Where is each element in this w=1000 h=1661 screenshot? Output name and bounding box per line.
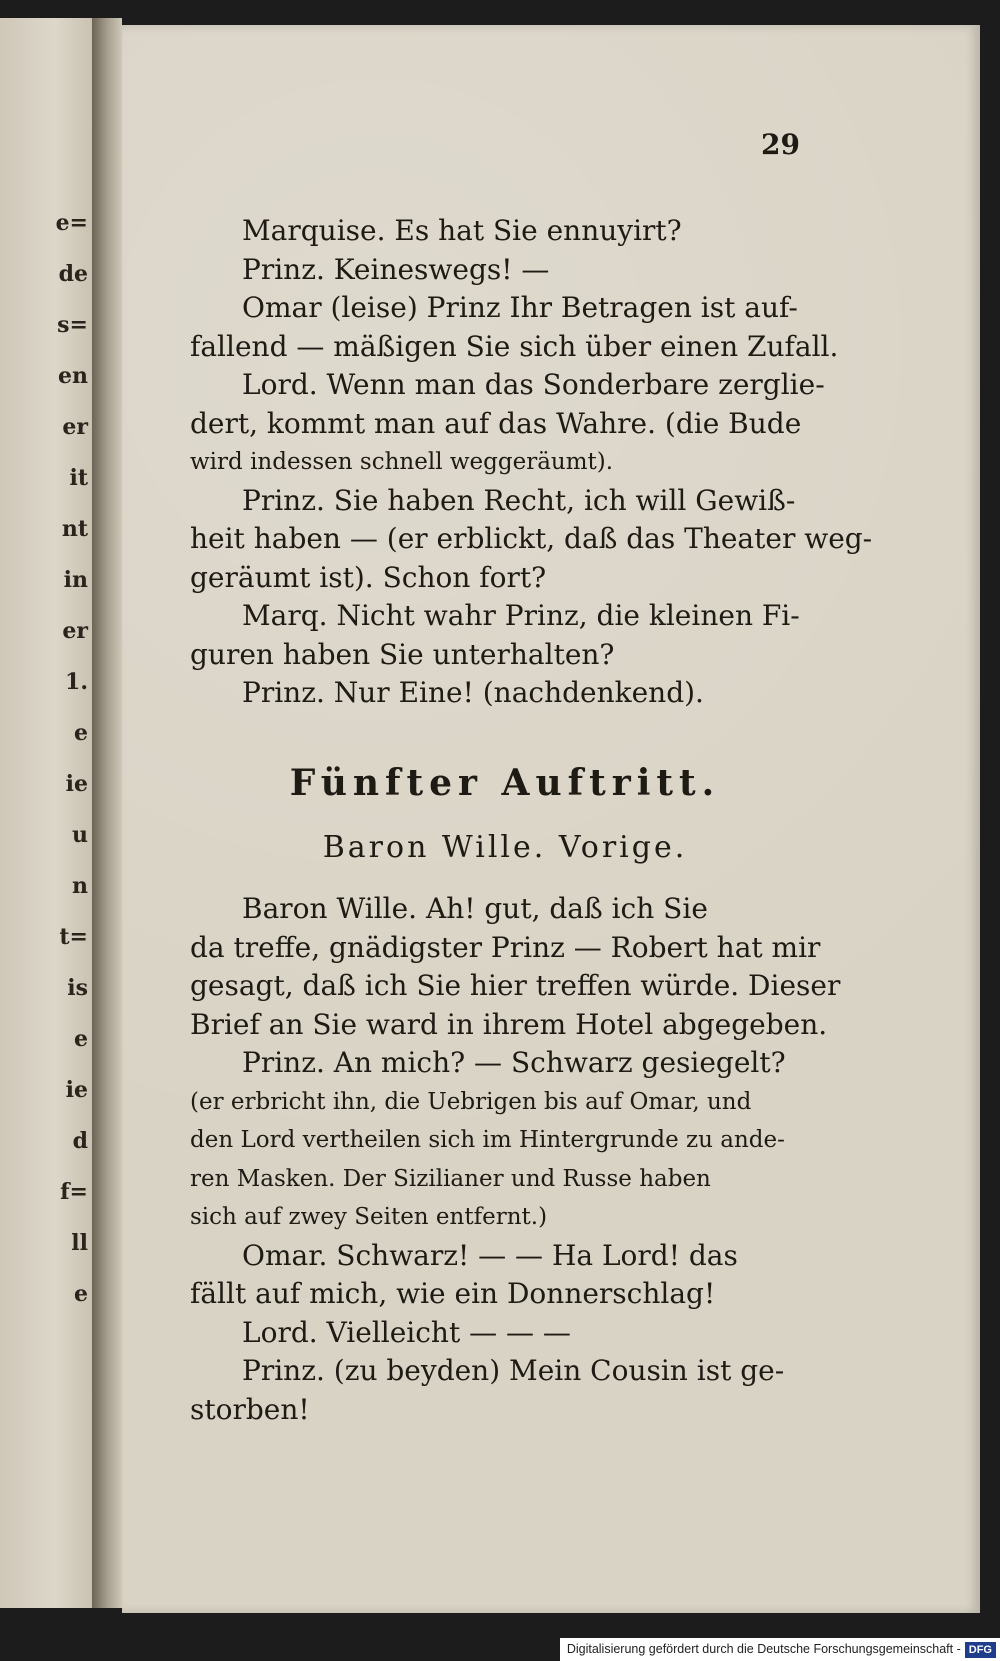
text-line: Omar (leise) Prinz Ihr Betragen ist auf-: [242, 291, 798, 324]
scene-heading: Fünfter Auftritt.: [289, 762, 721, 804]
text-line: Baron Wille. Ah! gut, daß ich Sie: [242, 892, 708, 925]
page-number: 29: [761, 128, 800, 161]
left-page-fragment: t=: [59, 924, 88, 950]
text-line: storben!: [190, 1392, 310, 1426]
left-page-fragment: de: [58, 261, 88, 287]
book-gutter: [92, 18, 122, 1608]
left-page-fragment: er: [62, 414, 88, 440]
left-page-fragment: u: [72, 822, 88, 848]
left-page-fragment: nt: [61, 516, 88, 542]
upper-text-block: [190, 212, 873, 713]
left-page-fragment: it: [69, 465, 88, 491]
text-line: Prinz. An mich? — Schwarz gesiegelt?: [242, 1046, 786, 1079]
text-line: (er erbricht ihn, die Uebrigen bis auf Omar, und: [190, 1088, 752, 1115]
text-line: guren haben Sie unterhalten?: [190, 637, 615, 671]
lower-text-block: [190, 890, 841, 1429]
text-line: Marquise. Es hat Sie ennuyirt?: [242, 214, 682, 247]
left-page-fragment: is: [67, 975, 88, 1001]
text-line: Omar. Schwarz! — — Ha Lord! das: [242, 1238, 738, 1272]
text-line: gesagt, daß ich Sie hier treffen würde. Dieser: [190, 969, 841, 1002]
text-line: dert, kommt man auf das Wahre. (die Bude: [190, 406, 802, 440]
footer-text: Digitalisierung gefördert durch die Deutsche Forschungsgemeinschaft -: [566, 1642, 961, 1656]
dfg-logo: DFG: [965, 1642, 996, 1658]
text-line: Prinz. Keineswegs! —: [242, 252, 550, 286]
scene-characters: Baron Wille. Vorige.: [322, 830, 688, 865]
left-page-fragment: e: [74, 1281, 88, 1307]
left-page-fragment: ll: [71, 1230, 88, 1256]
text-line: Lord. Wenn man das Sonderbare zerglie-: [242, 368, 825, 401]
text-line: Prinz. Sie haben Recht, ich will Gewiß-: [242, 483, 796, 517]
text-line: den Lord vertheilen sich im Hintergrunde zu ande-: [190, 1127, 785, 1153]
text-line: geräumt ist). Schon fort?: [190, 560, 547, 594]
left-page-fragment: s=: [57, 312, 88, 338]
text-line: Prinz. Nur Eine! (nachdenkend).: [242, 676, 704, 709]
text-line: sich auf zwey Seiten entfernt.): [190, 1204, 548, 1230]
left-page-fragment: e: [74, 1026, 88, 1052]
left-page-fragment: ie: [65, 1077, 88, 1103]
text-line: Marq. Nicht wahr Prinz, die kleinen Fi-: [242, 599, 800, 632]
text-line: da treffe, gnädigster Prinz — Robert hat mir: [190, 930, 821, 964]
text-line: Brief an Sie ward in ihrem Hotel abgegeben.: [190, 1007, 828, 1041]
text-line: ren Masken. Der Sizilianer und Russe haben: [190, 1165, 711, 1192]
text-line: fallend — mäßigen Sie sich über einen Zufall.: [190, 329, 839, 363]
left-page-edge: [0, 18, 92, 1608]
text-line: Lord. Vielleicht — — —: [242, 1315, 571, 1349]
left-page-fragment: in: [63, 567, 88, 593]
text-line: wird indessen schnell weggeräumt).: [190, 449, 614, 475]
left-page-fragment: n: [72, 873, 88, 899]
left-page-fragment: en: [58, 363, 88, 389]
left-page-fragment: 1.: [65, 669, 88, 695]
left-page-fragment: d: [72, 1128, 88, 1154]
left-page-fragment: er: [62, 618, 88, 644]
left-page-fragment: e: [74, 720, 88, 746]
text-line: heit haben — (er erblickt, daß das Theater weg-: [190, 522, 873, 555]
left-page-fragment: f=: [60, 1179, 88, 1205]
text-line: Prinz. (zu beyden) Mein Cousin ist ge-: [242, 1354, 785, 1387]
digitization-footer: [560, 1638, 1000, 1661]
left-page-fragment: ie: [65, 771, 88, 797]
text-line: fällt auf mich, wie ein Donnerschlag!: [190, 1277, 716, 1310]
left-page-fragment: e=: [55, 210, 88, 236]
